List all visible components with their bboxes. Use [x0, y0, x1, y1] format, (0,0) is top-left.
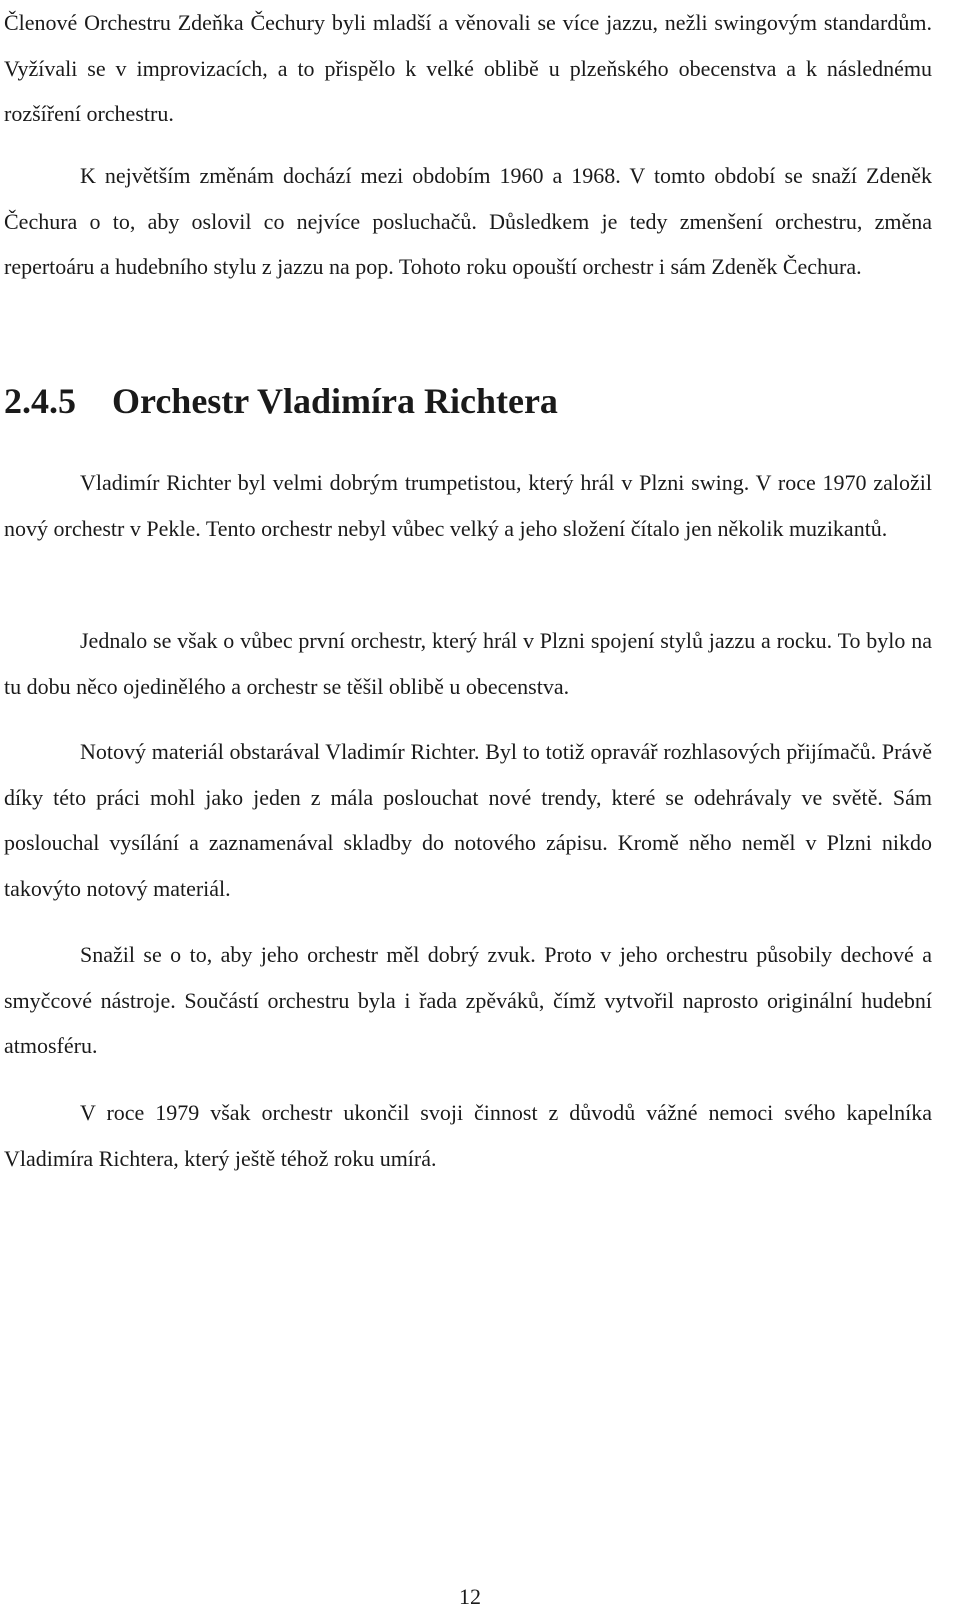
paragraph: Vladimír Richter byl velmi dobrým trumpetistou, který hrál v Plzni swing. V roce 1970 založil nový orchestr v Pekle. Tento orchestr nebyl vůbec velký a jeho složení čítalo jen několik muzikantů. [4, 470, 932, 541]
paragraph: Členové Orchestru Zdeňka Čechury byli mladší a věnovali se více jazzu, nežli swingovým standardům. Vyžívali se v improvizacích, a to přispělo k velké oblibě u plzeňského obecenstva a k následnému rozšíření orchestru. [4, 10, 932, 126]
paragraph: Notový materiál obstarával Vladimír Richter. Byl to totiž opravář rozhlasových přijímačů. Právě díky této práci mohl jako jeden z mála poslouchat nové trendy, které se odehrávaly ve světě. Sám poslouchal vysílání a zaznamenával skladby do notového zápisu. Kromě něho neměl v Plzni nikdo takovýto notový materiál. [4, 739, 932, 901]
paragraph: Snažil se o to, aby jeho orchestr měl dobrý zvuk. Proto v jeho orchestru působily dechové a smyčcové nástroje. Součástí orchestru byla i řada zpěváků, čímž vytvořil naprosto originální hudební atmosféru. [4, 942, 932, 1058]
paragraph: V roce 1979 však orchestr ukončil svoji činnost z důvodů vážné nemoci svého kapelníka Vladimíra Richtera, který ještě téhož roku umírá. [4, 1100, 932, 1171]
page-number: 12 [459, 1584, 481, 1609]
paragraph: K největším změnám dochází mezi obdobím 1960 a 1968. V tomto období se snaží Zdeněk Čechura o to, aby oslovil co nejvíce posluchačů. Důsledkem je tedy zmenšení orchestru, změna repertoáru a hudebního stylu z jazzu na pop. Tohoto roku opouští orchestr i sám Zdeněk Čechura. [4, 163, 932, 279]
section-title: Orchestr Vladimíra Richtera [112, 381, 558, 421]
section-heading [4, 376, 932, 426]
section-number: 2.4.5 [4, 381, 76, 421]
paragraph: Jednalo se však o vůbec první orchestr, který hrál v Plzni spojení stylů jazzu a rocku. To bylo na tu dobu něco ojedinělého a orchestr se těšil oblibě u obecenstva. [4, 628, 932, 699]
